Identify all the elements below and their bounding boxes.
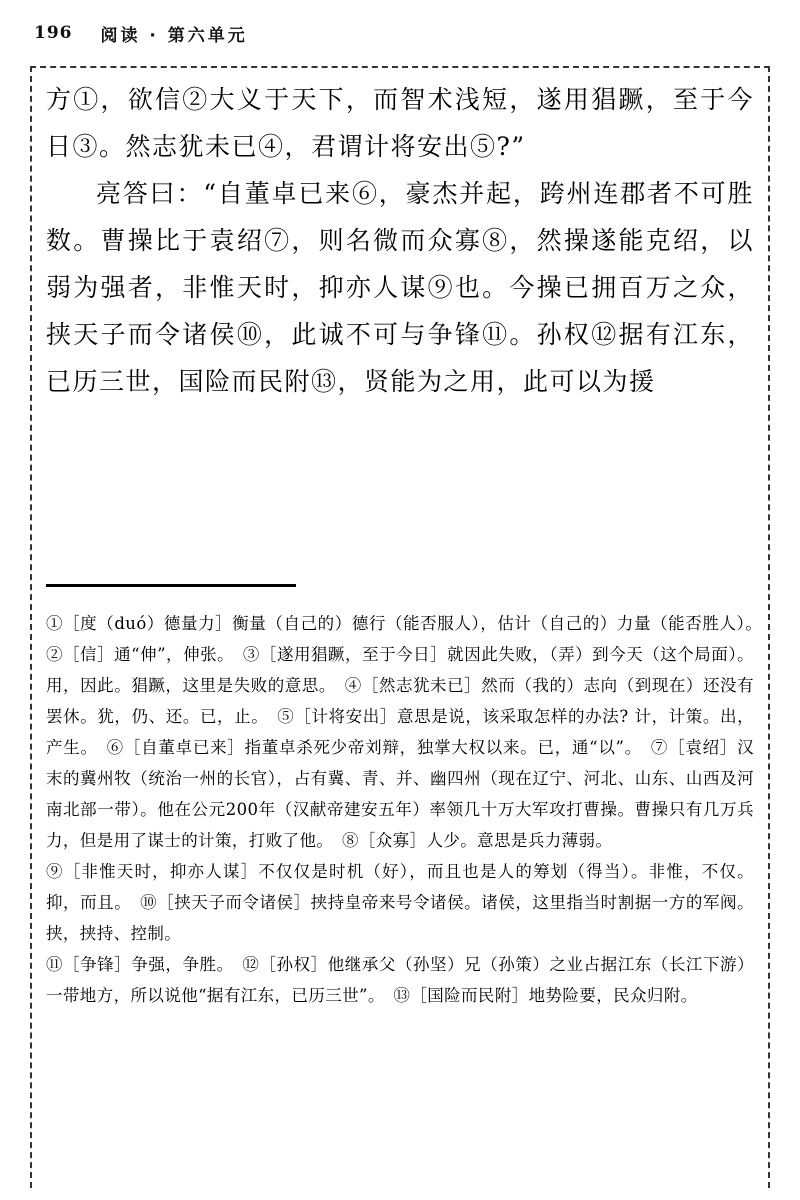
running-head (34, 16, 766, 50)
footnote-line: ①［度（duó）德量力］衡量（自己的）德行（能否服人），估计（自己的）力量（能否胜人）。 ②［信］通“伸”，伸张。 ③［遂用猖蹶，至于今日］就因此失败，（弄）到今天（这个局面）。用，因此。猖蹶，这里是失败的意思。 ④［然志犹未已］然而（我的）志向（到现在）还没有罢休。犹，仍、还。已，止。 ⑤［计将安出］意思是说，该采取怎样的办法? 计，计策。出，产生。 ⑥［自董卓已来］指董卓杀死少帝刘辩，独掌大权以来。已，通“以”。 ⑦［袁绍］汉末的冀州牧（统治一州的长官），占有冀、青、并、幽四州（现在辽宁、河北、山东、山西及河南北部一带）。他在公元200年（汉献帝建安五年）率领几十万大军攻打曹操。曹操只有几万兵力，但是用了谋士的计策，打败了他。 ⑧［众寡］人少。意思是兵力薄弱。 (46, 614, 771, 850)
footnote-line: ⑪［争锋］争强，争胜。 ⑫［孙权］他继承父（孙坚）兄（孙策）之业占据江东（长江下游）一带地方，所以说他“据有江东，已历三世”。 ⑬［国险而民附］地势险要，民众归附。 (46, 955, 754, 1005)
main-paragraph: 方①，欲信②大义于天下，而智术浅短，遂用猖蹶，至于今日③。然志犹未已④，君谓计将安出⑤?” (46, 85, 754, 161)
footnote-line: ⑨［非惟天时，抑亦人谋］不仅仅是时机（好），而且也是人的筹划（得当）。非惟，不仅。抑，而且。 ⑩［挟天子而令诸侯］挟持皇帝来号令诸侯。诸侯，这里指当时割据一方的军阀。挟，挟持、控制。 (46, 862, 754, 943)
unit-title: 阅读 · 第六单元 (100, 25, 248, 46)
main-text-block (46, 76, 754, 405)
page-number: 196 (34, 23, 73, 43)
text-frame (30, 66, 770, 1188)
text-frame-inner (32, 68, 771, 1188)
main-paragraph: 亮答曰：“自董卓已来⑥，豪杰并起，跨州连郡者不可胜数。曹操比于袁绍⑦，则名微而众寡⑧，然操遂能克绍，以弱为强者，非惟天时，抑亦人谋⑨也。今操已拥百万之众，挟天子而令诸侯⑩，此诚不可与争锋⑪。孙权⑫据有江东，已历三世，国险而民附⑬，贤能为之用，此可以为援 (46, 179, 754, 396)
footnote-separator (46, 584, 296, 587)
footnotes-block (46, 608, 771, 1011)
